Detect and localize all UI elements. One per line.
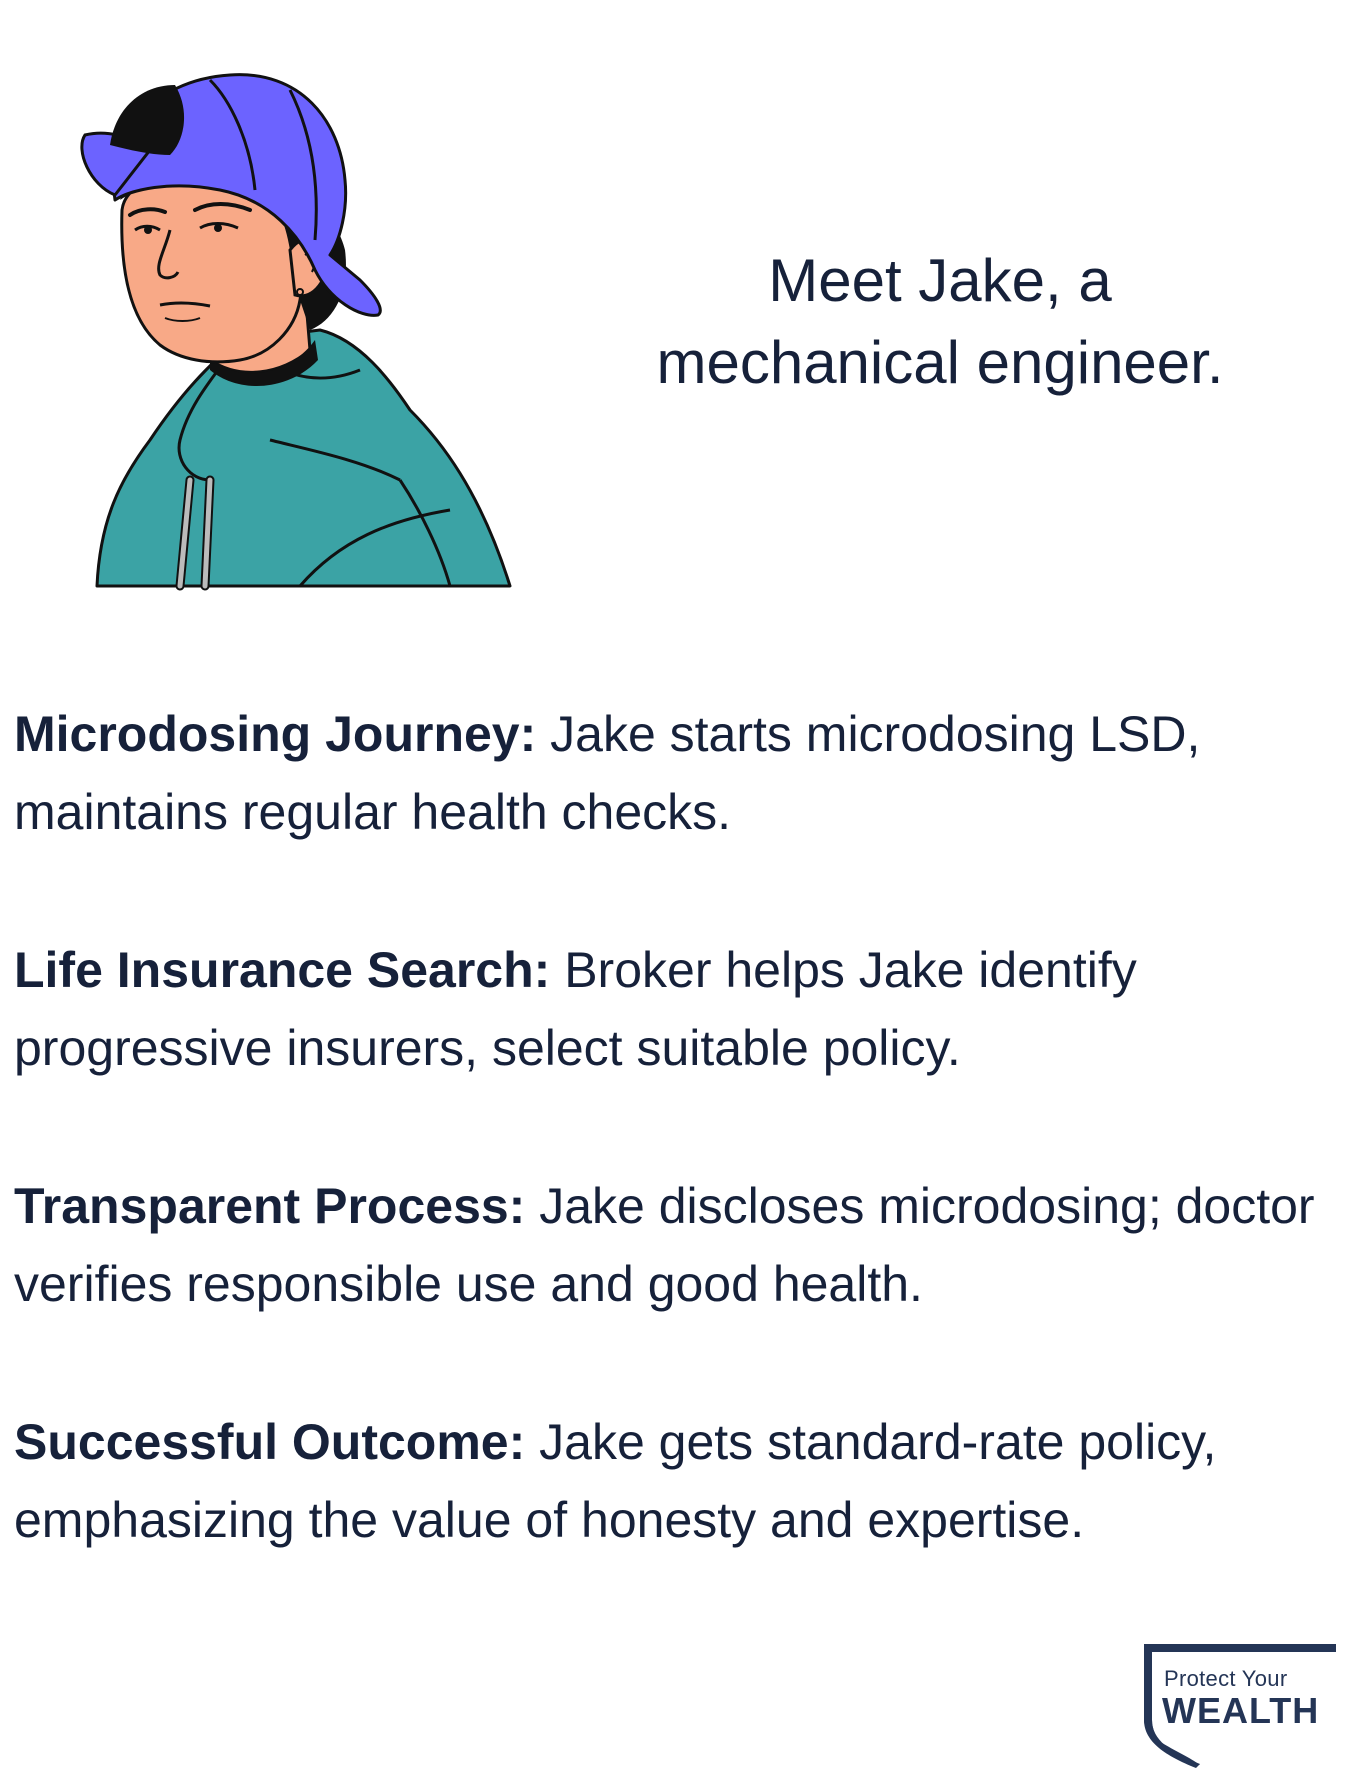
section-life-insurance-search: [14, 931, 1344, 1087]
story-sections: [14, 695, 1344, 1639]
person-avatar-illustration: [60, 40, 530, 600]
section-text: Jake gets standard-rate policy, emphasizing the value of honesty and expertise.: [14, 1414, 1217, 1548]
section-term: Transparent Process:: [14, 1178, 526, 1234]
logo-text-bottom: WEALTH: [1162, 1690, 1320, 1731]
section-term: Microdosing Journey:: [14, 706, 537, 762]
section-microdosing-journey: [14, 695, 1344, 851]
section-text: Broker helps Jake identify progressive insurers, select suitable policy.: [14, 942, 1137, 1076]
brand-logo: [1140, 1640, 1340, 1770]
headline: [580, 240, 1300, 404]
section-transparent-process: [14, 1167, 1344, 1323]
section-text: Jake discloses microdosing; doctor verifies responsible use and good health.: [14, 1178, 1315, 1312]
section-term: Life Insurance Search:: [14, 942, 551, 998]
section-term: Successful Outcome:: [14, 1414, 526, 1470]
section-text: Jake starts microdosing LSD, maintains regular health checks.: [14, 706, 1201, 840]
logo-text-top: Protect Your: [1164, 1666, 1288, 1691]
headline-line-2: mechanical engineer.: [656, 329, 1224, 396]
headline-line-1: Meet Jake, a: [768, 247, 1112, 314]
section-successful-outcome: [14, 1403, 1344, 1559]
